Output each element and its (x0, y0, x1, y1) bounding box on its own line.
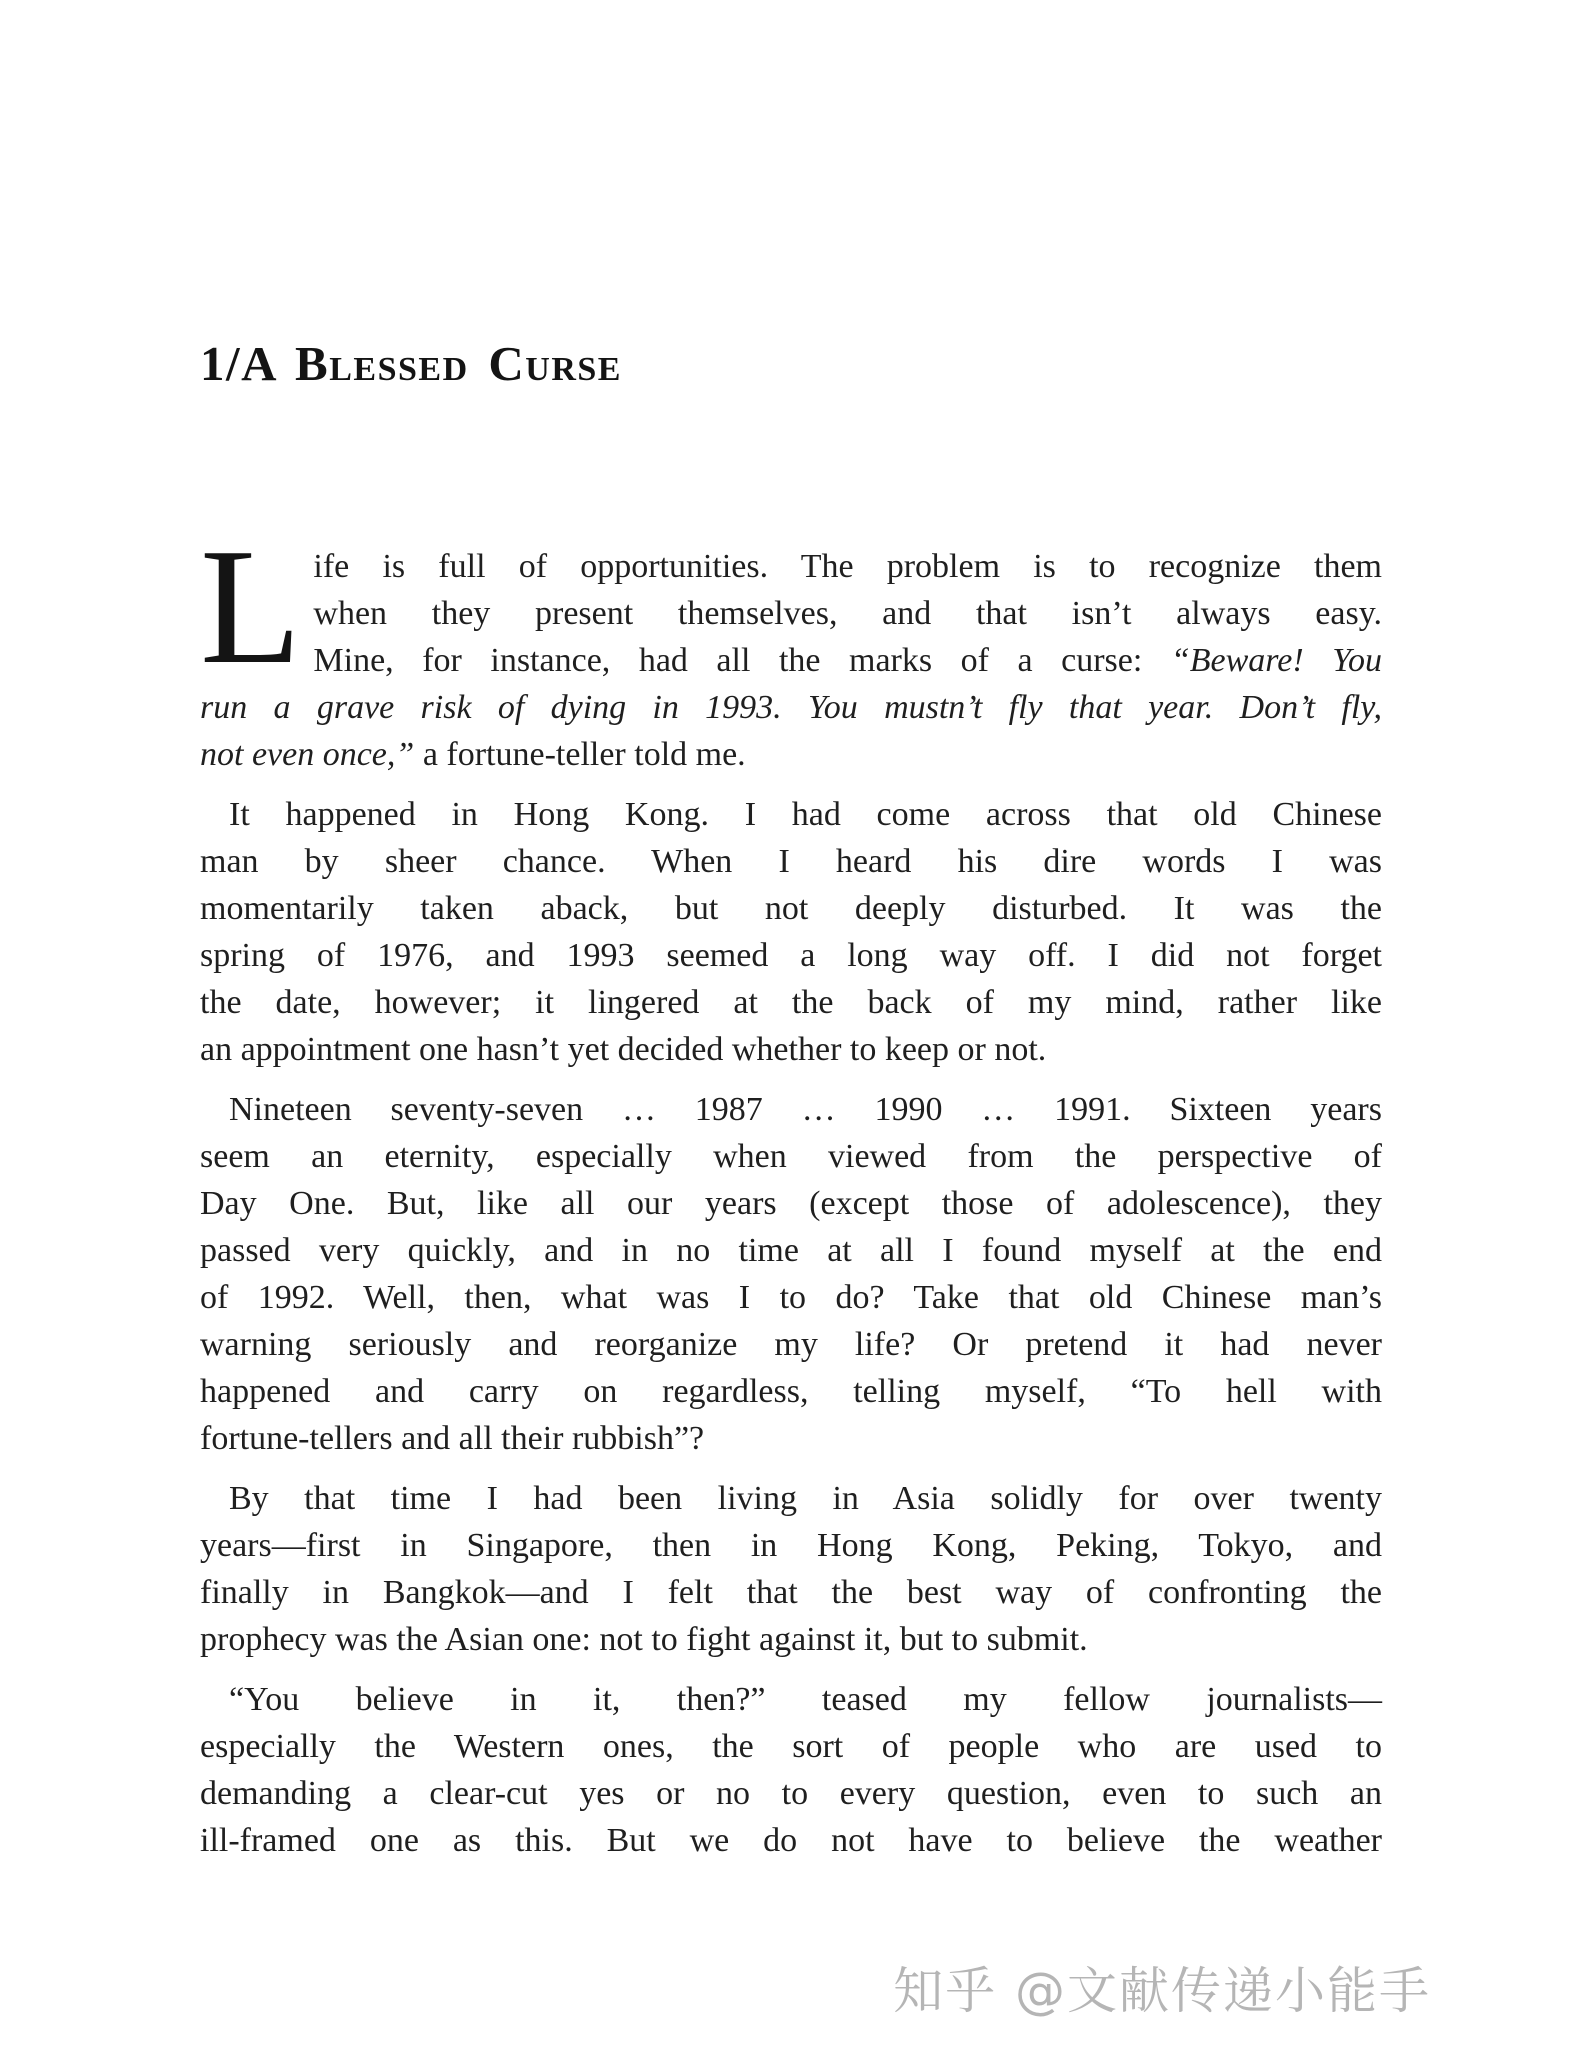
text-line (200, 731, 1382, 778)
text-line (200, 1227, 1382, 1274)
text-line (200, 1180, 1382, 1227)
text-segment: ill-framed one as this. But we do not have to believe the weather (200, 1822, 1382, 1859)
text-line (200, 1475, 1382, 1522)
text-line (200, 1415, 1382, 1462)
text-segment: passed very quickly, and in no time at all I found myself at the end (200, 1232, 1382, 1269)
text-segment: man by sheer chance. When I heard his dire words I was (200, 843, 1382, 880)
text-segment: Day One. But, like all our years (except those of adolescence), they (200, 1185, 1382, 1222)
paragraph (200, 514, 1382, 778)
paragraph (200, 1086, 1382, 1462)
text-segment: finally in Bangkok—and I felt that the best way of confronting the (200, 1574, 1382, 1611)
text-line (200, 1522, 1382, 1569)
text-line (200, 885, 1382, 932)
chapter-title: 1/A Blessed Curse (200, 335, 622, 391)
text-segment: By that time I had been living in Asia solidly for over twenty (229, 1480, 1382, 1517)
text-line (200, 1133, 1382, 1180)
text-segment: Mine, for instance, had all the marks of a curse: (313, 642, 1171, 679)
text-line (200, 1368, 1382, 1415)
text-line (200, 1569, 1382, 1616)
text-segment: especially the Western ones, the sort of people who are used to (200, 1728, 1382, 1765)
text-segment: when they present themselves, and that isn’t always easy. (313, 595, 1382, 632)
text-line (200, 1086, 1382, 1133)
text-segment: of 1992. Well, then, what was I to do? Take that old Chinese man’s (200, 1279, 1382, 1316)
text-line (200, 932, 1382, 979)
text-line (200, 1321, 1382, 1368)
paragraph (200, 791, 1382, 1073)
text-segment: the date, however; it lingered at the back of my mind, rather like (200, 984, 1382, 1021)
text-segment: warning seriously and reorganize my life? Or pretend it had never (200, 1326, 1382, 1363)
text-segment: a fortune-teller told me. (422, 736, 746, 773)
text-line (200, 1817, 1382, 1864)
text-line (200, 543, 1382, 590)
text-segment: “You believe in it, then?” teased my fellow journalists— (229, 1681, 1382, 1718)
italic-text-segment: “Beware! You (1170, 642, 1382, 679)
text-line (200, 637, 1382, 684)
text-line (200, 838, 1382, 885)
watermark: 知乎 @文献传递小能手 (893, 1962, 1431, 2020)
text-line (200, 1026, 1382, 1073)
text-block (200, 514, 1382, 1864)
text-segment: Nineteen seventy-seven … 1987 … 1990 … 1991. Sixteen years (229, 1091, 1382, 1128)
text-segment: years—first in Singapore, then in Hong Kong, Peking, Tokyo, and (200, 1527, 1382, 1564)
text-line (200, 791, 1382, 838)
text-segment: ife is full of opportunities. The problem is to recognize them (313, 548, 1382, 585)
paragraph (200, 1676, 1382, 1864)
text-segment: fortune-tellers and all their rubbish”? (200, 1420, 705, 1457)
drop-cap: L (200, 514, 302, 698)
text-segment: happened and carry on regardless, telling myself, “To hell with (200, 1373, 1382, 1410)
text-segment: seem an eternity, especially when viewed from the perspective of (200, 1138, 1382, 1175)
text-segment: demanding a clear-cut yes or no to every question, even to such an (200, 1775, 1382, 1812)
italic-text-segment: not even once,” (200, 736, 423, 773)
text-segment: an appointment one hasn’t yet decided whether to keep or not. (200, 1031, 1047, 1068)
text-line (200, 1676, 1382, 1723)
text-line (200, 1770, 1382, 1817)
text-line (200, 1723, 1382, 1770)
text-line (200, 979, 1382, 1026)
italic-text-segment: run a grave risk of dying in 1993. You mustn’t fly that year. Don’t fly, (200, 689, 1382, 726)
text-line (200, 1616, 1382, 1663)
text-line (200, 1274, 1382, 1321)
text-segment: It happened in Hong Kong. I had come across that old Chinese (229, 796, 1382, 833)
paragraph (200, 1475, 1382, 1663)
text-segment: spring of 1976, and 1993 seemed a long way off. I did not forget (200, 937, 1382, 974)
text-segment: prophecy was the Asian one: not to fight against it, but to submit. (200, 1621, 1088, 1658)
text-segment: momentarily taken aback, but not deeply disturbed. It was the (200, 890, 1382, 927)
text-line (200, 590, 1382, 637)
text-line (200, 684, 1382, 731)
